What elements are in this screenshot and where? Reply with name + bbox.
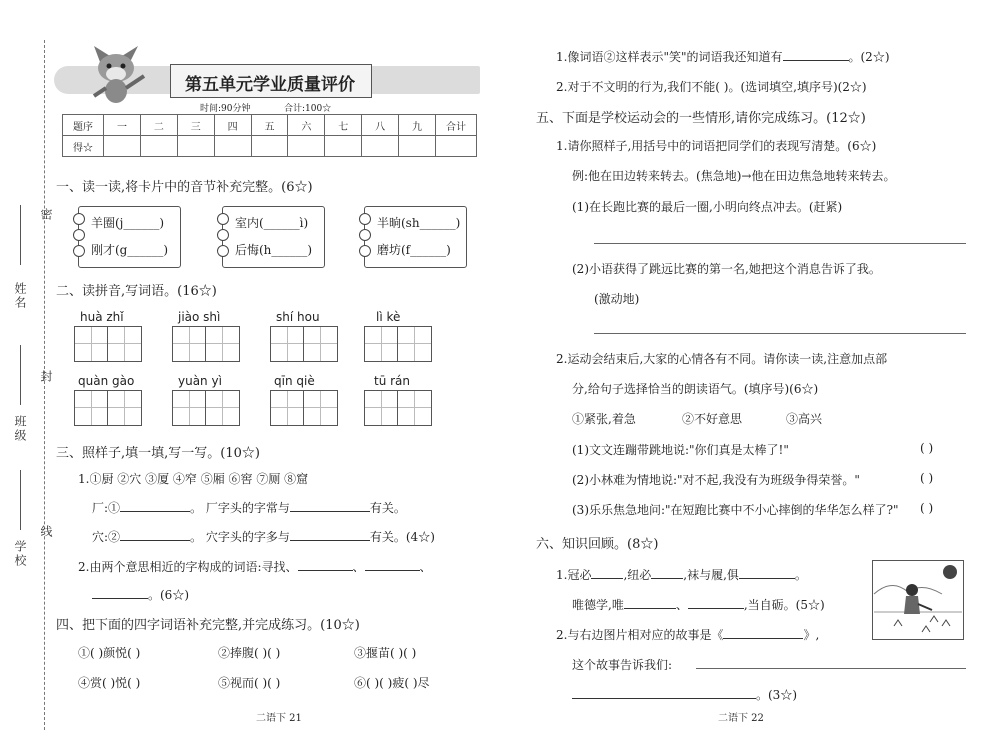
- writing-grid-1[interactable]: [74, 326, 142, 362]
- score-value-row: [63, 136, 477, 157]
- tone-option-1: ①紧张,着急: [572, 412, 636, 426]
- answer-line-2[interactable]: [594, 333, 966, 334]
- writing-grid-8[interactable]: [364, 390, 432, 426]
- writing-grid-3[interactable]: [270, 326, 338, 362]
- writing-grid-7[interactable]: [270, 390, 338, 426]
- q6-text: 唯德学,唯: [572, 598, 624, 612]
- binding-dashed-line: [44, 40, 45, 730]
- idiom-6[interactable]: ⑥( )( )疲( )尽: [354, 676, 430, 690]
- q3-heading: 三、照样子,填一填,写一写。(10☆): [56, 446, 260, 461]
- card-ring-icon: [217, 245, 229, 257]
- idiom-3[interactable]: ③揠苗( )( ): [354, 646, 417, 660]
- q5-heading: 五、下面是学校运动会的一些情形,请你完成练习。(12☆): [536, 111, 866, 126]
- pinyin-3: shí hou: [276, 310, 320, 324]
- q6-line-2: [572, 596, 825, 613]
- name-label: 姓名: [13, 282, 27, 310]
- blank[interactable]: [723, 626, 803, 639]
- score-cell[interactable]: [104, 136, 141, 157]
- card-2-line-a[interactable]: 室内(______ì): [235, 216, 309, 230]
- writing-grid-6[interactable]: [172, 390, 240, 426]
- tone-answer-2[interactable]: ( ): [920, 471, 934, 485]
- card-1-line-b[interactable]: 刚才(g______): [91, 243, 169, 257]
- writing-grid-5[interactable]: [74, 390, 142, 426]
- score-cell[interactable]: [288, 136, 325, 157]
- q3-line-a-end: 有关。: [369, 501, 406, 515]
- blank[interactable]: [365, 558, 420, 571]
- score-header: 七: [325, 115, 362, 136]
- pinyin-6: yuàn yì: [178, 374, 222, 388]
- syllable-card-3: [364, 206, 467, 268]
- score-table: [62, 114, 477, 157]
- pinyin-7: qīn qiè: [274, 374, 315, 388]
- score-header: 四: [214, 115, 251, 136]
- tone-sentence-3: (3)乐乐焦急地问:"在短跑比赛中不小心摔倒的华华怎么样了?": [572, 503, 899, 517]
- q5-prompt-2-word: (激动地): [594, 292, 640, 306]
- r2-line[interactable]: 2.对于不文明的行为,我们不能( )。(选词填空,填序号)(2☆): [556, 80, 867, 94]
- pinyin-4: lì kè: [376, 310, 401, 324]
- q5-prompt-1: (1)在长跑比赛的最后一圈,小明向终点冲去。(赶紧): [572, 200, 843, 214]
- q6-text: ,袜与履,俱: [683, 568, 739, 582]
- q6-line-5: [572, 686, 797, 703]
- tone-answer-1[interactable]: ( ): [920, 441, 934, 455]
- class-label: 班级: [13, 415, 27, 443]
- card-ring-icon: [73, 229, 85, 241]
- q6-line-3: [556, 626, 819, 643]
- score-cell[interactable]: [251, 136, 288, 157]
- score-row-label: 得☆: [63, 136, 104, 157]
- q3-line-a-mid: 。 厂字头的字常与: [190, 501, 290, 515]
- left-page-footer: 二语下 21: [256, 713, 302, 724]
- blank[interactable]: [120, 499, 190, 512]
- q4-heading: 四、把下面的四字词语补充完整,并完成练习。(10☆): [56, 618, 360, 633]
- card-3-line-b[interactable]: 磨坊(f______): [377, 243, 451, 257]
- story-illustration: [872, 560, 964, 640]
- blank[interactable]: [651, 566, 683, 579]
- writing-grid-4[interactable]: [364, 326, 432, 362]
- score-header: 五: [251, 115, 288, 136]
- blank[interactable]: [298, 558, 353, 571]
- card-ring-icon: [359, 213, 371, 225]
- score-header: 合计: [436, 115, 477, 136]
- school-label: 学校: [13, 540, 27, 568]
- q6-text: 》,: [803, 628, 820, 642]
- margin-mark-bottom: 线: [39, 525, 53, 539]
- margin-mark-mid: 封: [39, 370, 53, 384]
- q6-text: 2.与右边图片相对应的故事是《: [556, 628, 724, 642]
- q6-text: 。: [794, 568, 807, 582]
- card-ring-icon: [73, 245, 85, 257]
- q3-line-a-prefix: 厂:①: [92, 501, 121, 515]
- q3-line-b-prefix: 穴:②: [92, 530, 121, 544]
- score-cell[interactable]: [399, 136, 436, 157]
- q3-item2-cont: [92, 586, 189, 603]
- score-header: 九: [399, 115, 436, 136]
- q6-text: ,当自砺。(5☆): [743, 598, 825, 612]
- margin-mark-top: 密: [39, 208, 53, 222]
- card-ring-icon: [359, 245, 371, 257]
- writing-grid-2[interactable]: [172, 326, 240, 362]
- card-ring-icon: [217, 213, 229, 225]
- r1-text: 1.像词语②这样表示"笑"的词语我还知道有: [556, 50, 783, 64]
- r1-end: 。(2☆): [848, 50, 890, 64]
- q3-item2: 2.由两个意思相近的字构成的词语:寻找、 、 、: [78, 560, 432, 574]
- blank[interactable]: [572, 686, 756, 699]
- school-field-line[interactable]: [20, 470, 21, 530]
- score-header: 二: [140, 115, 177, 136]
- q6-line-4: 这个故事告诉我们:: [572, 658, 673, 672]
- score-cell[interactable]: [214, 136, 251, 157]
- blank[interactable]: [120, 528, 190, 541]
- blank[interactable]: [624, 596, 676, 609]
- r1-line: [556, 48, 890, 65]
- score-header: 三: [177, 115, 214, 136]
- q5-sub1: 1.请你照样子,用括号中的词语把同学们的表现写清楚。(6☆): [556, 139, 877, 153]
- syllable-card-1: [78, 206, 181, 268]
- blank[interactable]: [92, 586, 148, 599]
- q5-prompt-2: (2)小语获得了跳远比赛的第一名,她把这个消息告诉了我。: [572, 262, 881, 276]
- score-header: 六: [288, 115, 325, 136]
- q6-line-1: [556, 566, 807, 583]
- blank[interactable]: [688, 596, 744, 609]
- time-info: 时间:90分钟: [200, 104, 251, 114]
- answer-line-1[interactable]: [594, 243, 966, 244]
- card-ring-icon: [359, 229, 371, 241]
- pinyin-2: jiào shì: [178, 310, 221, 324]
- q5-sub2-a: 2.运动会结束后,大家的心情各有不同。请你读一读,注意加点部: [556, 352, 888, 366]
- q5-sub2-b: 分,给句子选择恰当的朗读语气。(填序号)(6☆): [572, 382, 819, 396]
- score-cell[interactable]: [140, 136, 177, 157]
- class-field-line[interactable]: [20, 345, 21, 405]
- blank[interactable]: [739, 566, 795, 579]
- q6-text: 、: [675, 598, 688, 612]
- card-ring-icon: [217, 229, 229, 241]
- score-cell[interactable]: [362, 136, 399, 157]
- name-field-line[interactable]: [20, 205, 21, 265]
- idiom-4[interactable]: ④赏( )悦( ): [78, 676, 141, 690]
- q3-line-b-mid: 。 穴字头的字多与: [190, 530, 290, 544]
- card-3-line-a[interactable]: 半晌(sh______): [377, 216, 461, 230]
- q3-line-a: [92, 499, 406, 516]
- syllable-card-2: [222, 206, 325, 268]
- score-cell[interactable]: [325, 136, 362, 157]
- q5-example: 例:他在田边转来转去。(焦急地)→他在田边焦急地转来转去。: [572, 169, 896, 183]
- card-2-line-b[interactable]: 后悔(h______): [235, 243, 313, 257]
- q6-heading: 六、知识回顾。(8☆): [536, 537, 659, 552]
- mascot-fox-icon: [86, 44, 152, 106]
- score-cell[interactable]: [177, 136, 214, 157]
- idiom-2[interactable]: ②捧腹( )( ): [218, 646, 281, 660]
- q6-text: 1.冠必: [556, 568, 592, 582]
- score-header: 一: [104, 115, 141, 136]
- page-title: 第五单元学业质量评价: [185, 75, 355, 95]
- q1-heading: 一、读一读,将卡片中的音节补充完整。(6☆): [56, 180, 313, 195]
- card-ring-icon: [73, 213, 85, 225]
- score-header: 题序: [63, 115, 104, 136]
- blank[interactable]: [290, 499, 370, 512]
- pinyin-5: quàn gào: [78, 374, 135, 388]
- q3-line-b-end: 有关。(4☆): [369, 530, 435, 544]
- tone-option-2: ②不好意思: [682, 412, 743, 426]
- q2-heading: 二、读拼音,写词语。(16☆): [56, 284, 217, 299]
- tone-answer-3[interactable]: ( ): [920, 501, 934, 515]
- idiom-5[interactable]: ⑤视而( )( ): [218, 676, 281, 690]
- score-header: 八: [362, 115, 399, 136]
- score-header-row: [63, 115, 477, 136]
- blank[interactable]: [783, 48, 849, 61]
- tone-sentence-1: (1)文文连蹦带跳地说:"你们真是太棒了!": [572, 443, 789, 457]
- q3-item2-text: 2.由两个意思相近的字构成的词语:寻找、: [78, 560, 298, 574]
- q6-text: 。(3☆): [756, 688, 797, 702]
- pinyin-1: huà zhǐ: [80, 310, 124, 324]
- total-info: 合计:100☆: [284, 104, 332, 114]
- q3-item2-end: 。(6☆): [148, 588, 189, 602]
- q3-characters: 1.①厨 ②穴 ③厦 ④窄 ⑤厢 ⑥窖 ⑦厕 ⑧窟: [78, 472, 309, 486]
- right-page-footer: 二语下 22: [718, 713, 764, 724]
- q3-line-b: [92, 528, 435, 545]
- tone-option-3: ③高兴: [786, 412, 823, 426]
- answer-line-3[interactable]: [696, 668, 966, 669]
- card-1-line-a[interactable]: 羊圈(j______): [91, 216, 165, 230]
- idiom-1[interactable]: ①( )颜悦( ): [78, 646, 141, 660]
- blank[interactable]: [591, 566, 623, 579]
- blank[interactable]: [290, 528, 370, 541]
- q6-text: ,纽必: [623, 568, 652, 582]
- pinyin-8: tū rán: [374, 374, 411, 388]
- tone-sentence-2: (2)小林难为情地说:"对不起,我没有为班级争得荣誉。": [572, 473, 860, 487]
- score-cell[interactable]: [436, 136, 477, 157]
